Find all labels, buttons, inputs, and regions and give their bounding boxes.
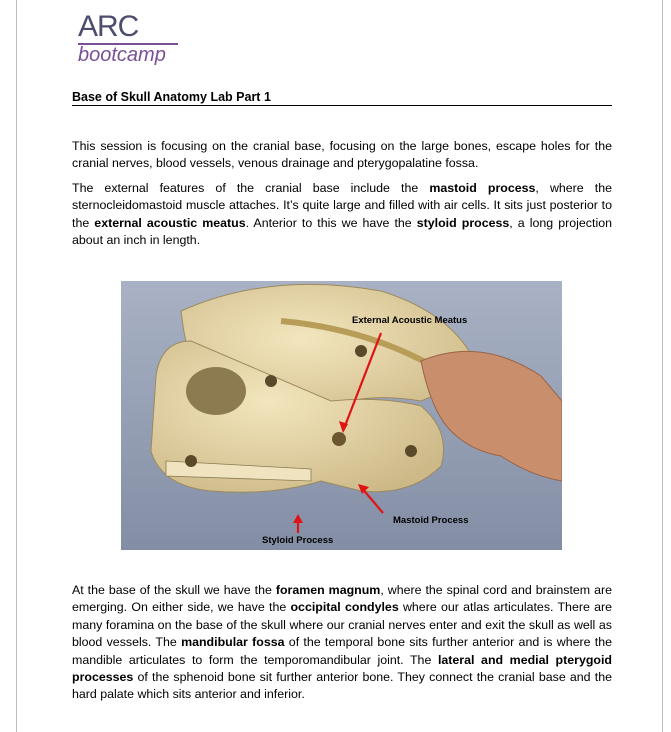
term-external-acoustic-meatus: external acoustic meatus: [94, 215, 246, 230]
label-external-acoustic-meatus: External Acoustic Meatus: [352, 315, 468, 326]
p2-text-4: , a long projection about an inch in length.: [72, 215, 612, 248]
p2-text-3: . Anterior to this we have the: [245, 215, 417, 230]
p2-text-1: The external features of the cranial base include the: [72, 181, 430, 195]
orbit: [186, 367, 246, 415]
screw: [265, 375, 277, 387]
external-acoustic-meatus: [332, 432, 346, 446]
logo-bootcamp-text: bootcamp: [78, 44, 166, 66]
p3-text-4: of the temporal bone sits further anterior and is where the mandible articulates to form the temporomandibular joint. The: [72, 635, 613, 667]
paragraph-intro: This session is focusing on the cranial base, focusing on the large bones, escape holes for the cranial nerves, blood vessels, venous drainage and pterygopalatine fossa.: [72, 139, 612, 171]
p3-text-1: At the base of the skull we have the: [72, 583, 276, 597]
paragraph-external-features: [72, 180, 612, 250]
skull-figure: [121, 281, 562, 550]
logo-arc-text: ARC: [78, 10, 139, 43]
term-pterygoid-processes: lateral and medial pterygoid processes: [72, 652, 612, 685]
document-title: Base of Skull Anatomy Lab Part 1: [72, 90, 612, 106]
term-mandibular-fossa: mandibular fossa: [181, 635, 285, 650]
term-occipital-condyles: occipital condyles: [290, 600, 399, 615]
screw: [405, 445, 417, 457]
term-mastoid-process: mastoid process: [429, 181, 536, 195]
paragraph-base-of-skull: [72, 582, 612, 704]
p2-text-2: , where the sternocleidomastoid muscle attaches. It’s quite large and filled with air cells. It sits just posterior to the: [72, 181, 612, 230]
p3-text-3: where our atlas articulates. There are many foramina on the base of the skull where our cranial nerves enter and exit the skull as well as blood vessels. The: [72, 600, 613, 650]
label-styloid-process: Styloid Process: [262, 535, 334, 546]
p3-text-2: , where the spinal cord and brainstem are emerging. On either side, we have the: [72, 583, 613, 615]
p3-text-5: of the sphenoid bone sit further anterior bone. They connect the cranial base and the hard palate which sits anterior and inferior.: [72, 670, 612, 702]
term-foramen-magnum: foramen magnum: [275, 583, 381, 597]
screw: [355, 345, 367, 357]
term-styloid-process: styloid process: [416, 215, 510, 230]
arc-bootcamp-logo: [78, 12, 188, 66]
page-border-right: [662, 0, 663, 732]
screw: [185, 455, 197, 467]
page-border-left: [16, 0, 17, 732]
label-mastoid-process: Mastoid Process: [393, 515, 469, 526]
